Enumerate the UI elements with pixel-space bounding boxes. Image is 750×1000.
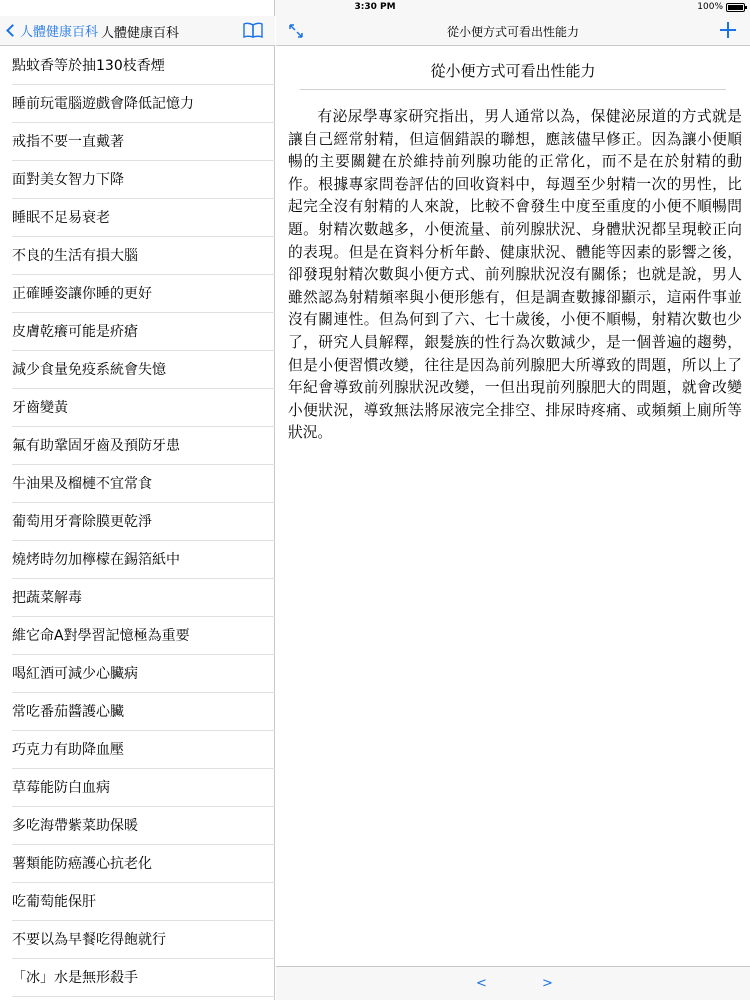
list-item[interactable]: 牙齒變黃 [0, 389, 275, 427]
list-item[interactable]: 牛油果及榴槤不宜常食 [0, 465, 275, 503]
list-item[interactable]: 喝紅酒可減少心臟病 [0, 655, 275, 693]
list-item[interactable]: 把蔬菜解毒 [0, 579, 275, 617]
list-item[interactable]: 巧克力有助降血壓 [0, 731, 275, 769]
title-divider [300, 89, 726, 90]
list-item[interactable]: 草莓能防白血病 [0, 769, 275, 807]
article-body: 有泌尿學專家研究指出，男人通常以為，保健泌尿道的方式就是讓自己經常射精，但這個錯誤的聯想，應該儘早修正。因為讓小便順暢的主要關鍵在於維持前列腺功能的正常化，而不是在於射精的動作。根據專家問卷評估的回收資料中，每週至少射精一次的男性，比起完全沒有射精的人來說，比較不會發生中度至重度的小便不順暢問題。射精次數越多，小便流量、前列腺狀況、身體狀況都呈現較正向的表現。但是在資料分析年齡、健康狀況、體能等因素的影響之後，卻發現射精次數與小便方式、前列腺狀況沒有關係；也就是說，男人雖然認為射精頻率與小便形態有，但是調查數據卻顯示，這兩件事並沒有關連性。但為何到了六、七十歲後，小便不順暢，射精次數也少了，研究人員解釋，銀髮族的性行為次數減少，是一個普遍的趨勢，但是小便習慣改變，往往是因為前列腺肥大所導致的問題，所以上了年紀會導致前列腺狀況改變，一但出現前列腺肥大的問題，就會改變小便狀況，導致無法將尿液完全排空、排尿時疼痛、或頻頻上廁所等狀況。 [288, 108, 742, 442]
list-item[interactable]: 睡前玩電腦遊戲會降低記憶力 [0, 85, 275, 123]
master-pane [0, 0, 275, 1000]
list-item[interactable]: 維它命A對學習記憶極為重要 [0, 617, 275, 655]
list-item[interactable]: 吃葡萄能保肝 [0, 883, 275, 921]
list-item[interactable]: 不要以為早餐吃得飽就行 [0, 921, 275, 959]
detail-nav-bar [276, 16, 750, 46]
detail-nav-title: 從小便方式可看出性能力 [446, 25, 579, 39]
previous-article-button[interactable]: < [476, 976, 487, 991]
list-item[interactable]: 多吃海帶紫菜助保暖 [0, 807, 275, 845]
status-time: 3:30 PM [354, 2, 396, 12]
next-article-button[interactable]: > [542, 976, 553, 991]
master-nav-bar [0, 16, 275, 46]
list-item[interactable]: 燒烤時勿加檸檬在錫箔紙中 [0, 541, 275, 579]
list-item[interactable]: 戒指不要一直戴著 [0, 123, 275, 161]
article-list [0, 47, 275, 997]
back-button-label: 人體健康百科 [20, 25, 99, 40]
master-title: 人體健康百科 [101, 26, 180, 41]
article-title: 從小便方式可看出性能力 [430, 62, 596, 80]
list-item[interactable]: 葡萄用牙膏除膜更乾淨 [0, 503, 275, 541]
detail-pane [276, 0, 750, 1000]
list-item[interactable]: 氟有助鞏固牙齒及預防牙患 [0, 427, 275, 465]
detail-toolbar [276, 966, 750, 1000]
list-item[interactable]: 面對美女智力下降 [0, 161, 275, 199]
list-item[interactable]: 減少食量免疫系統會失憶 [0, 351, 275, 389]
battery-percent: 100% [697, 2, 723, 12]
list-item[interactable]: 「冰」水是無形殺手 [0, 959, 275, 997]
list-item[interactable]: 點蚊香等於抽130枝香煙 [0, 47, 275, 85]
plus-icon[interactable] [718, 20, 738, 40]
list-item[interactable]: 不良的生活有損大腦 [0, 237, 275, 275]
list-item[interactable]: 常吃番茄醬護心臟 [0, 693, 275, 731]
chevron-left-icon [6, 24, 19, 37]
list-item[interactable]: 正確睡姿讓你睡的更好 [0, 275, 275, 313]
list-item[interactable]: 睡眠不足易衰老 [0, 199, 275, 237]
list-item[interactable]: 薯類能防癌護心抗老化 [0, 845, 275, 883]
list-item[interactable]: 皮膚乾癢可能是疥瘡 [0, 313, 275, 351]
book-icon[interactable] [243, 22, 263, 38]
back-button[interactable] [4, 21, 98, 40]
